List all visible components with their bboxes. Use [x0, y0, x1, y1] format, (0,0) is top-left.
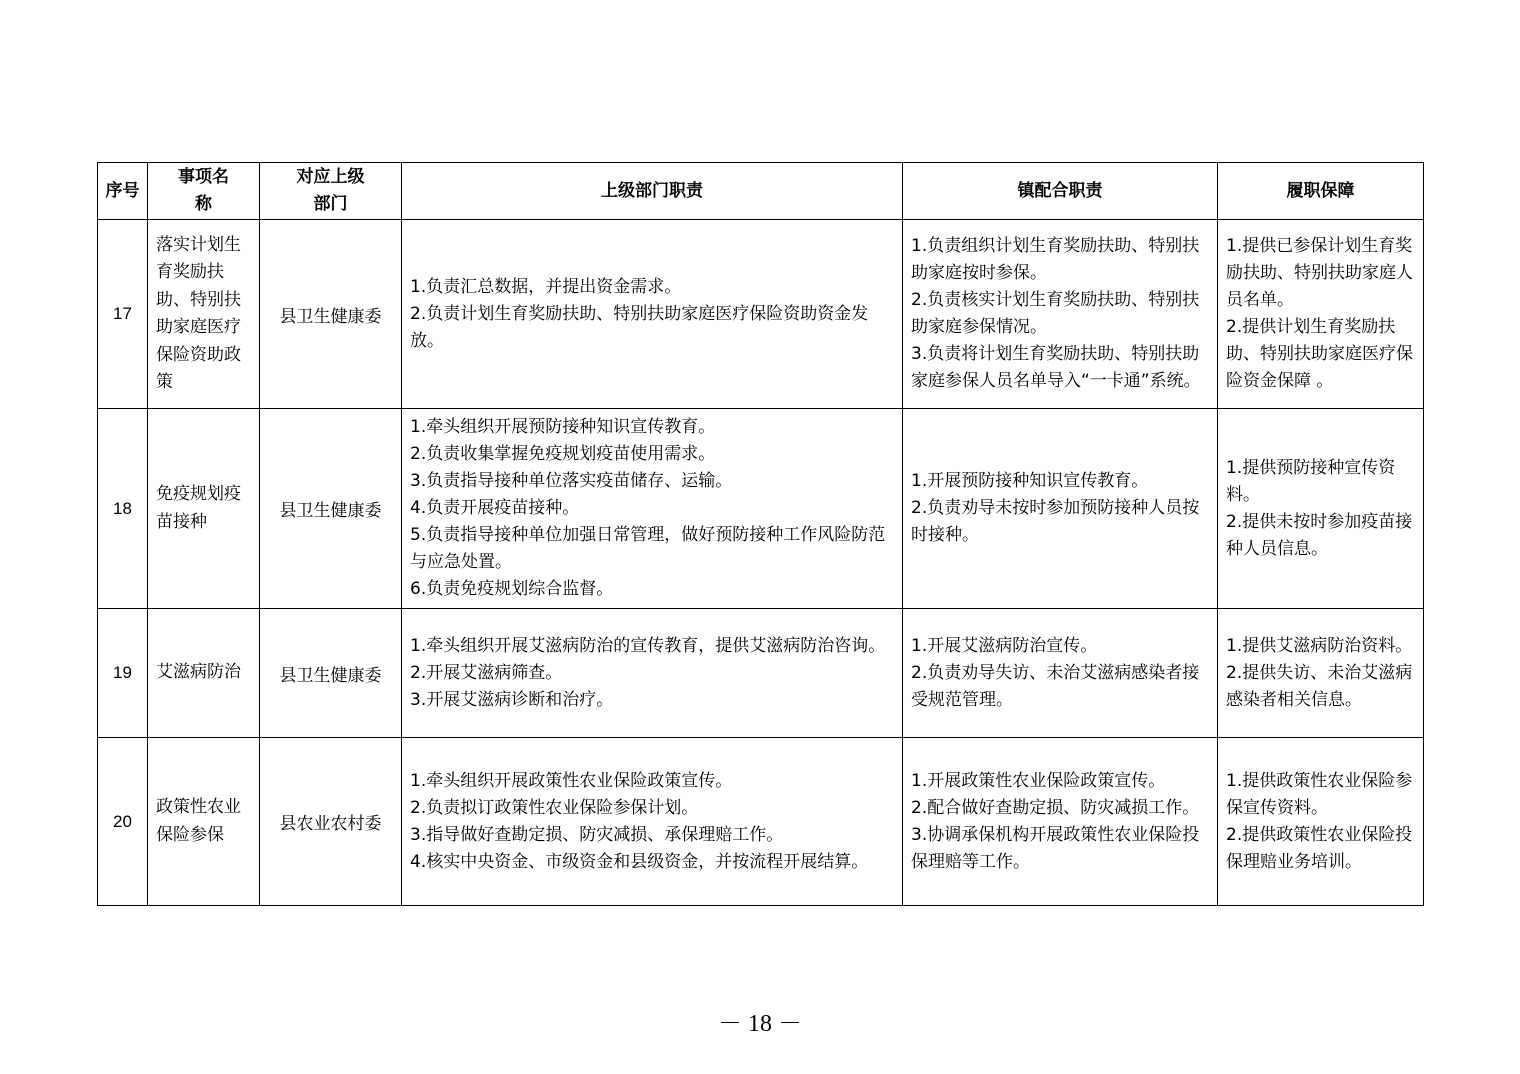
duty-line: 2.负责收集掌握免疫规划疫苗使用需求。 — [410, 444, 716, 464]
table-row — [98, 609, 1424, 738]
row-guarantee — [1218, 609, 1424, 738]
duty-line: 2.负责计划生育奖励扶助、特别扶助家庭医疗保险资助资金发放。 — [410, 303, 869, 351]
duty-line: 3.负责将计划生育奖励扶助、特别扶助家庭参保人员名单导入“一卡通”系统。 — [911, 344, 1201, 391]
row-upper-duties — [402, 609, 903, 738]
table-row — [98, 738, 1424, 906]
duty-line: 2.配合做好查勘定损、防灾减损工作。 — [911, 797, 1200, 818]
table-row — [98, 220, 1424, 409]
duty-line: 2.负责拟订政策性农业保险参保计划。 — [410, 797, 699, 818]
duty-line: 4.负责开展疫苗接种。 — [410, 498, 580, 518]
duty-line: 2.负责核实计划生育奖励扶助、特别扶助家庭参保情况。 — [911, 290, 1200, 337]
row-seq: 19 — [98, 609, 148, 738]
row-upper-dept: 县卫生健康委 — [260, 609, 402, 738]
duty-line: 2.负责劝导失访、未治艾滋病感染者接受规范管理。 — [911, 662, 1200, 710]
duty-line: 5.负责指导接种单位加强日常管理，做好预防接种工作风险防范与应急处置。 — [410, 525, 886, 572]
duty-line: 3.负责指导接种单位落实疫苗储存、运输。 — [410, 471, 733, 491]
row-item-name: 艾滋病防治 — [148, 609, 260, 738]
duty-line: 1.提供艾滋病防治资料。 — [1226, 635, 1413, 656]
duty-line: 1.牵头组织开展艾滋病防治的宣传教育，提供艾滋病防治咨询。 — [410, 635, 886, 656]
row-upper-dept: 县卫生健康委 — [260, 409, 402, 609]
row-seq: 17 — [98, 220, 148, 409]
row-upper-duties — [402, 738, 903, 906]
duty-line: 1.牵头组织开展预防接种知识宣传教育。 — [410, 417, 716, 437]
duty-line: 6.负责免疫规划综合监督。 — [410, 579, 614, 599]
duty-line: 1.负责组织计划生育奖励扶助、特别扶助家庭按时参保。 — [911, 236, 1200, 283]
header-upper-dept: 对应上级部门 — [260, 163, 402, 220]
row-upper-dept: 县卫生健康委 — [260, 220, 402, 409]
row-item-name: 政策性农业保险参保 — [148, 738, 260, 906]
duty-line: 1.提供政策性农业保险参保宣传资料。 — [1226, 770, 1413, 818]
duty-line: 3.指导做好查勘定损、防灾减损、承保理赔工作。 — [410, 824, 784, 845]
row-seq: 20 — [98, 738, 148, 906]
table-row — [98, 409, 1424, 609]
header-upper-duties: 上级部门职责 — [402, 163, 903, 220]
table-header-row — [98, 163, 1424, 220]
duty-line: 1.开展政策性农业保险政策宣传。 — [911, 770, 1166, 791]
row-item-name: 免疫规划疫苗接种 — [148, 409, 260, 609]
duty-line: 1.提供预防接种宣传资料。 — [1226, 457, 1396, 505]
row-town-duties — [903, 220, 1218, 409]
duty-line: 1.开展艾滋病防治宣传。 — [911, 635, 1098, 656]
duty-line: 2.负责劝导未按时参加预防接种人员按时接种。 — [911, 498, 1200, 545]
duty-line: 2.提供计划生育奖励扶助、特别扶助家庭医疗保险资金保障 。 — [1226, 317, 1413, 391]
duty-line: 1.开展预防接种知识宣传教育。 — [911, 471, 1149, 491]
row-guarantee — [1218, 738, 1424, 906]
row-upper-duties — [402, 220, 903, 409]
duty-line: 1.提供已参保计划生育奖励扶助、特别扶助家庭人员名单。 — [1226, 236, 1413, 310]
row-guarantee — [1218, 220, 1424, 409]
duty-line: 2.提供失访、未治艾滋病感染者相关信息。 — [1226, 662, 1413, 710]
row-upper-dept: 县农业农村委 — [260, 738, 402, 906]
row-town-duties — [903, 409, 1218, 609]
duty-line: 3.协调承保机构开展政策性农业保险投保理赔等工作。 — [911, 824, 1200, 872]
row-guarantee — [1218, 409, 1424, 609]
duty-line: 4.核实中央资金、市级资金和县级资金，并按流程开展结算。 — [410, 851, 869, 872]
row-item-name: 落实计划生育奖励扶助、特别扶助家庭医疗保险资助政策 — [148, 220, 260, 409]
header-guarantee: 履职保障 — [1218, 163, 1424, 220]
row-upper-duties — [402, 409, 903, 609]
duty-line: 2.提供政策性农业保险投保理赔业务培训。 — [1226, 824, 1413, 872]
row-town-duties — [903, 738, 1218, 906]
header-item-name: 事项名称 — [148, 163, 260, 220]
header-town-duties: 镇配合职责 — [903, 163, 1218, 220]
row-town-duties — [903, 609, 1218, 738]
page-number: － 18 － — [718, 1011, 802, 1037]
duty-line: 2.开展艾滋病筛查。 — [410, 662, 563, 683]
duty-line: 2.提供未按时参加疫苗接种人员信息。 — [1226, 511, 1413, 559]
header-seq: 序号 — [98, 163, 148, 220]
row-seq: 18 — [98, 409, 148, 609]
responsibility-table — [97, 162, 1424, 906]
duty-line: 3.开展艾滋病诊断和治疗。 — [410, 689, 614, 710]
duty-line: 1.负责汇总数据，并提出资金需求。 — [410, 276, 682, 297]
duty-line: 1.牵头组织开展政策性农业保险政策宣传。 — [410, 770, 733, 791]
